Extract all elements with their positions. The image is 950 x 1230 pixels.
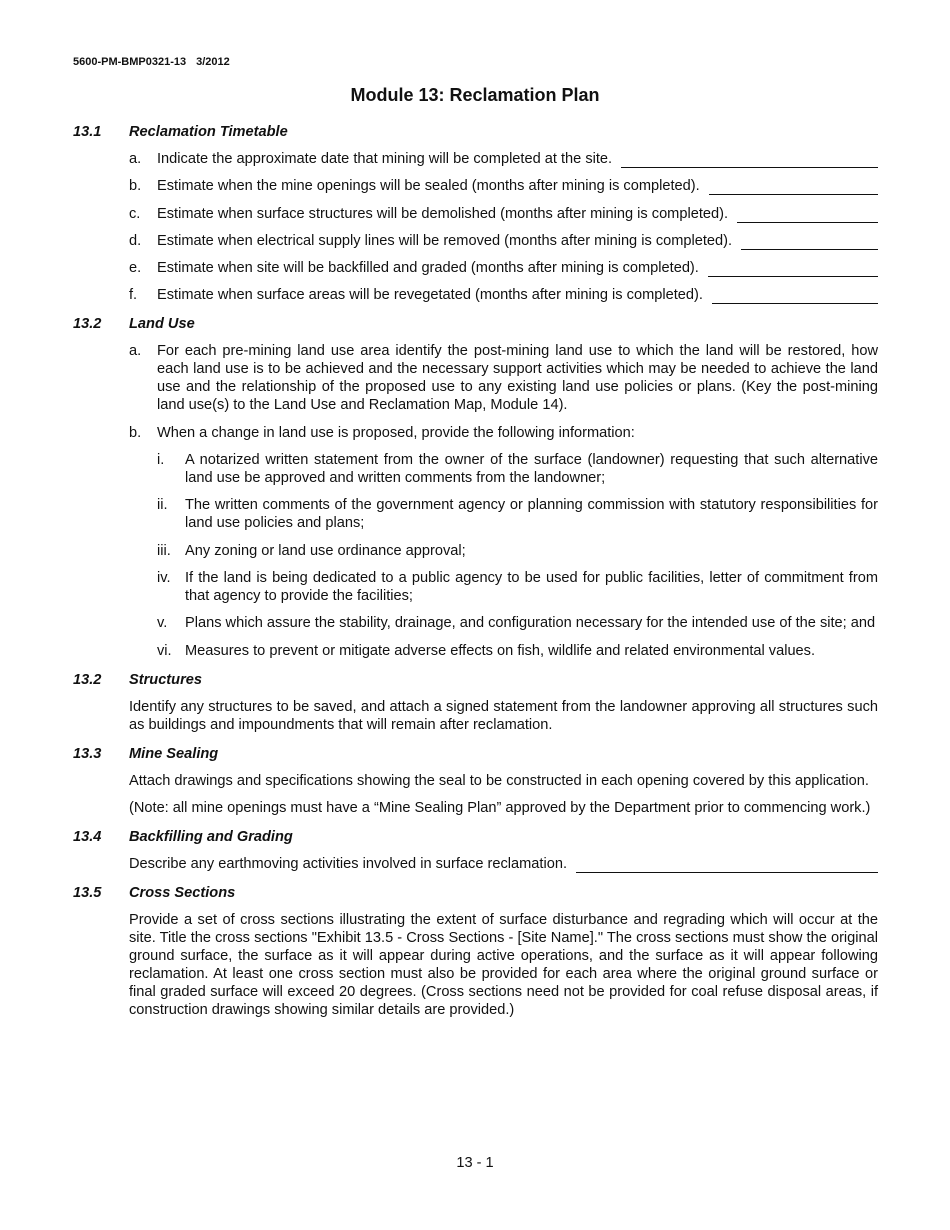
page-number: 13 - 1 <box>456 1155 494 1171</box>
land-use-subitem-i <box>157 451 878 487</box>
completion-date-blank[interactable] <box>621 152 878 168</box>
item-text: Indicate the approximate date that mining will be completed at the site. <box>157 151 613 167</box>
item-marker: b. <box>129 424 142 441</box>
form-number: 5600-PM-BMP0321-13 <box>73 56 187 68</box>
structures-demolished-blank[interactable] <box>737 207 878 223</box>
item-marker: c. <box>129 205 141 222</box>
supply-lines-removed-blank[interactable] <box>741 234 878 250</box>
cross-sections-paragraph: Provide a set of cross sections illustrating the extent of surface disturbance and regrading which will occur at the site. Title the cross sections "Exhibit 13.5 - Cross Sections - [Site Name]." The cross sections must show the original ground surface, the surface as it will appear during active operations, and the surface as it will appear following reclamation. At least one cross section must also be provided for each area where the original ground surface or final graded surface will exceed 20 degrees. (Cross sections need not be provided for coal refuse disposal areas, if construction drawings showing similar details are provided.) <box>129 911 878 1018</box>
item-marker: a. <box>129 343 142 360</box>
land-use-item-b <box>129 424 878 442</box>
section-title: Structures <box>129 671 202 688</box>
item-text: When a change in land use is proposed, provide the following information: <box>157 424 635 441</box>
section-heading <box>73 884 878 902</box>
timetable-item-a <box>129 150 878 168</box>
form-date: 3/2012 <box>196 56 230 68</box>
section-backfilling-grading <box>73 828 878 873</box>
item-text: Estimate when the mine openings will be sealed (months after mining is completed). <box>157 178 700 195</box>
timetable-item-c <box>129 205 878 223</box>
mine-sealing-note: (Note: all mine openings must have a “Mine Sealing Plan” approved by the Department prior to commencing work.) <box>129 799 871 816</box>
section-title: Cross Sections <box>129 884 236 901</box>
section-cross-sections <box>73 884 878 1019</box>
section-reclamation-timetable <box>73 123 878 304</box>
item-text: For each pre-mining land use area identify the post-mining land use to which the land will be restored, how each land use is to be achieved and the necessary support activities which may be needed to achieve the land use and the relationship of the proposed use to any existing land use policies or plans. (Key the post-mining land use(s) to the Land Use and Reclamation Map, Module 14). <box>157 343 878 414</box>
subitem-marker: v. <box>157 615 168 632</box>
openings-sealed-blank[interactable] <box>709 179 878 195</box>
subitem-marker: iii. <box>157 542 171 559</box>
backfilling-text: Describe any earthmoving activities involved in surface reclamation. <box>129 855 568 872</box>
form-number-header <box>73 56 230 68</box>
section-number: 13.4 <box>73 828 102 845</box>
subitem-marker: i. <box>157 452 165 469</box>
document-body <box>73 123 878 1028</box>
subitem-text: A notarized written statement from the owner of the surface (landowner) requesting that such alternative land use be approved and written comments from the landowner; <box>185 452 878 487</box>
section-heading <box>73 828 878 846</box>
earthmoving-activities-blank[interactable] <box>576 857 878 873</box>
section-mine-sealing <box>73 745 878 817</box>
section-structures <box>73 671 878 734</box>
subitem-marker: iv. <box>157 569 171 586</box>
item-text: Estimate when surface structures will be demolished (months after mining is completed). <box>157 205 729 222</box>
section-title: Reclamation Timetable <box>129 124 288 140</box>
subitem-marker: ii. <box>157 497 168 514</box>
item-marker: e. <box>129 260 142 277</box>
land-use-subitem-iii <box>157 542 878 560</box>
item-text: Estimate when electrical supply lines will be removed (months after mining is completed). <box>157 232 733 249</box>
item-marker: a. <box>129 151 142 167</box>
structures-paragraph: Identify any structures to be saved, and attach a signed statement from the landowner approving all structures such as buildings and impoundments that will remain after reclamation. <box>129 698 878 733</box>
section-title: Backfilling and Grading <box>129 828 293 845</box>
subitem-text: If the land is being dedicated to a public agency to be used for public facilities, letter of commitment from that agency to provide the facilities; <box>185 569 878 604</box>
section-number: 13.3 <box>73 745 102 762</box>
section-number: 13.1 <box>73 124 102 140</box>
revegetated-blank[interactable] <box>712 288 878 304</box>
item-text: Estimate when site will be backfilled and graded (months after mining is completed). <box>157 260 699 277</box>
section-heading <box>73 745 878 763</box>
section-number: 13.2 <box>73 316 102 333</box>
backfilling-prompt <box>129 855 878 873</box>
section-heading <box>73 123 878 141</box>
subitem-text: Measures to prevent or mitigate adverse effects on fish, wildlife and related environmental values. <box>185 642 816 659</box>
timetable-item-b <box>129 177 878 195</box>
section-title: Mine Sealing <box>129 745 219 762</box>
backfilled-graded-blank[interactable] <box>708 261 878 277</box>
subitem-text: The written comments of the government agency or planning commission with statutory responsibilities for land use policies and plans; <box>185 497 878 532</box>
timetable-item-e <box>129 259 878 277</box>
section-title: Land Use <box>129 316 195 333</box>
mine-sealing-paragraph: Attach drawings and specifications showing the seal to be constructed in each opening covered by this application. <box>129 772 869 789</box>
section-number: 13.2 <box>73 671 102 688</box>
item-marker: d. <box>129 232 142 249</box>
subitem-marker: vi. <box>157 642 172 659</box>
land-use-subitem-iv <box>157 569 878 605</box>
page-title: Module 13: Reclamation Plan <box>350 85 600 105</box>
section-number: 13.5 <box>73 884 102 901</box>
land-use-subitem-v <box>157 614 878 632</box>
land-use-item-a <box>129 342 878 414</box>
subitem-text: Any zoning or land use ordinance approval; <box>185 542 466 559</box>
land-use-subitem-ii <box>157 496 878 532</box>
land-use-subitem-vi <box>157 642 878 660</box>
item-marker: f. <box>129 287 138 304</box>
subitem-text: Plans which assure the stability, drainage, and configuration necessary for the intended use of the site; and <box>185 615 876 632</box>
section-land-use <box>73 315 878 659</box>
timetable-item-d <box>129 232 878 250</box>
section-heading <box>73 671 878 689</box>
section-heading <box>73 315 878 333</box>
timetable-item-f <box>129 286 878 304</box>
item-text: Estimate when surface areas will be revegetated (months after mining is completed). <box>157 287 703 304</box>
item-marker: b. <box>129 178 142 195</box>
